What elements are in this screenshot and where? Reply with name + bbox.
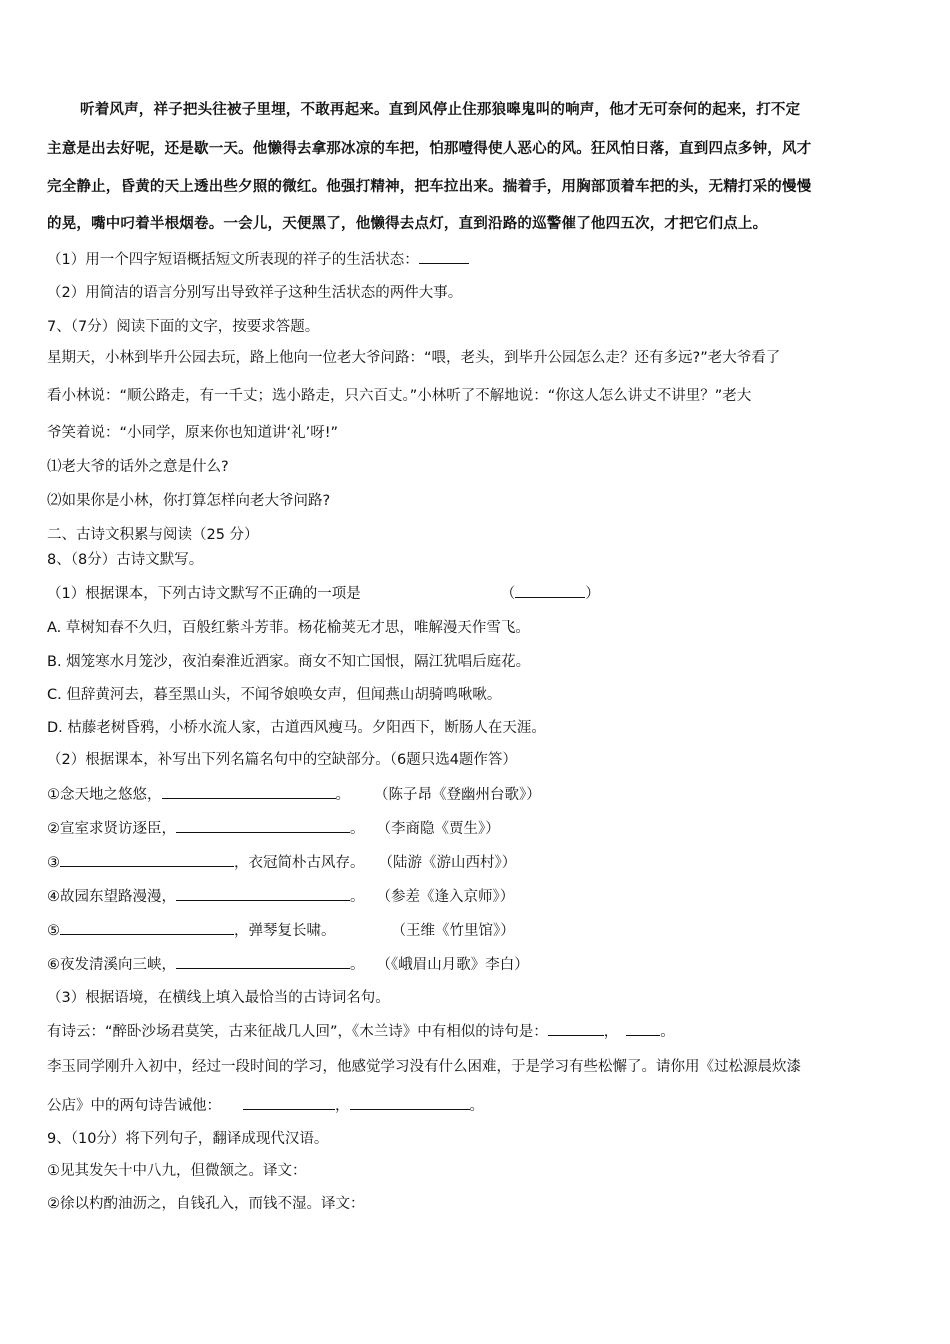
context-2-comma: ， <box>335 1098 350 1114</box>
fill-1-prefix: ①念天地之悠悠， <box>47 787 162 803</box>
answer-blank[interactable] <box>419 249 469 264</box>
q8-sub1-text: （1）根据课本，下列古诗文默写不正确的一项是 <box>47 586 361 602</box>
option-b: B. 烟笼寒水月笼沙，夜泊秦淮近酒家。商女不知亡国恨，隔江犹唱后庭花。 <box>47 654 531 670</box>
fill-line-4 <box>47 886 514 907</box>
q8-sub3: （3）根据语境，在横线上填入最恰当的古诗词名句。 <box>47 990 390 1006</box>
fill-line-6 <box>47 954 529 975</box>
context-2-blank-b[interactable] <box>350 1095 470 1110</box>
fill-3-suffix: ，衣冠简朴古风存。 <box>234 855 365 871</box>
q7-sub2: ⑵如果你是小林，你打算怎样向老大爷问路? <box>47 493 331 509</box>
fill-2-prefix: ②宣室求贤访逐臣， <box>47 821 176 837</box>
fill-1-source: （陈子昂《登幽州台歌》） <box>374 787 541 803</box>
context-1-end: 。 <box>660 1024 675 1040</box>
paren-close: ） <box>585 586 600 602</box>
fill-2-blank[interactable] <box>176 818 350 833</box>
passage-line-1: 听着风声，祥子把头往被子里埋，不敢再起来。直到风停止住那狼嗥鬼叫的响声，他才无可奈何的起来，打不定 <box>80 101 801 118</box>
fill-4-suffix: 。 <box>350 889 365 905</box>
q9-title: 9、（10分）将下列句子，翻译成现代汉语。 <box>47 1131 329 1147</box>
context-2-line-1: 李玉同学刚升入初中，经过一段时间的学习，他感觉学习没有什么困难，于是学习有些松懈了。请你用《过松源晨炊漆 <box>47 1059 801 1075</box>
q6-sub1 <box>47 249 469 270</box>
fill-5-source: （王维《竹里馆》） <box>391 923 515 939</box>
context-1-comma: ， <box>603 1024 619 1040</box>
fill-6-blank[interactable] <box>176 954 350 969</box>
fill-line-1 <box>47 784 541 805</box>
q9-sentence-1: ①见其发矢十中八九，但微颔之。译文： <box>47 1163 307 1179</box>
fill-2-suffix: 。 <box>350 821 365 837</box>
context-2-blank-a[interactable] <box>243 1095 335 1110</box>
q8-sub1 <box>47 583 600 604</box>
passage-line-3: 完全静止，昏黄的天上透出些夕照的微红。他强打精神，把车拉出来。揣着手，用胸部顶着车把的头，无精打采的慢慢 <box>47 178 812 195</box>
q7-title: 7、（7分）阅读下面的文字，按要求答题。 <box>47 319 320 335</box>
fill-line-2 <box>47 818 500 839</box>
fill-3-blank[interactable] <box>60 852 234 867</box>
q6-sub1-text: （1）用一个四字短语概括短文所表现的祥子的生活状态： <box>47 252 419 268</box>
fill-5-prefix: ⑤ <box>47 923 60 939</box>
q7-text-3: 爷笑着说：“小同学，原来你也知道讲‘礼’呀!” <box>47 425 339 441</box>
fill-4-prefix: ④故园东望路漫漫， <box>47 889 176 905</box>
q6-sub2: （2）用简洁的语言分别写出导致祥子这种生活状态的两件大事。 <box>47 285 463 301</box>
fill-4-source: （参差《逢入京师》） <box>376 889 515 905</box>
context-2-text: 公店》中的两句诗告诫他： <box>47 1098 221 1114</box>
fill-1-blank[interactable] <box>162 784 336 799</box>
q7-sub1: ⑴老大爷的话外之意是什么? <box>47 459 229 475</box>
fill-3-prefix: ③ <box>47 855 60 871</box>
context-1-blank-b[interactable] <box>626 1021 660 1036</box>
fill-4-blank[interactable] <box>176 886 350 901</box>
fill-6-prefix: ⑥夜发清溪向三峡， <box>47 957 176 973</box>
paren-open: （ <box>500 586 516 602</box>
passage-line-2: 主意是出去好呢，还是歇一天。他懒得去拿那冰凉的车把，怕那噎得使人恶心的风。狂风怕日落，直到四点多钟，风才 <box>47 140 812 157</box>
choice-blank[interactable] <box>515 583 585 598</box>
fill-line-3 <box>47 852 516 873</box>
fill-line-5 <box>47 920 515 941</box>
option-a: A. 草树知春不久归，百般红紫斗芳菲。杨花榆荚无才思，唯解漫天作雪飞。 <box>47 620 530 636</box>
context-2-line-2 <box>47 1095 484 1116</box>
option-c: C. 但辞黄河去，暮至黑山头，不闻爷娘唤女声，但闻燕山胡骑鸣啾啾。 <box>47 687 502 703</box>
fill-1-suffix: 。 <box>335 787 350 803</box>
fill-5-suffix: ，弹琴复长啸。 <box>234 923 336 939</box>
q8-sub2: （2）根据课本，补写出下列名篇名句中的空缺部分。（6题只选4题作答） <box>47 752 517 768</box>
q8-title: 8、（8分）古诗文默写。 <box>47 552 204 568</box>
fill-2-source: （李商隐《贾生》） <box>376 821 500 837</box>
section-heading: 二、古诗文积累与阅读（25 分） <box>47 527 259 543</box>
q7-text-2: 看小林说：“顺公路走，有一千丈；选小路走，只六百丈。”小林听了不解地说：“你这人怎么讲丈不讲里？”老大 <box>47 388 752 404</box>
q7-text-1: 星期天，小林到毕升公园去玩，路上他向一位老大爷问路：“喂，老头，到毕升公园怎么走？还有多远?”老大爷看了 <box>47 350 781 366</box>
context-1-text: 有诗云：“醉卧沙场君莫笑，古来征战几人回”，《木兰诗》中有相似的诗句是： <box>47 1024 548 1040</box>
fill-3-source: （陆游《游山西村》） <box>378 855 517 871</box>
context-2-end: 。 <box>469 1098 484 1114</box>
fill-6-source: （《峨眉山月歌》李白） <box>376 957 529 973</box>
context-1-blank-a[interactable] <box>548 1021 604 1036</box>
option-d: D. 枯藤老树昏鸦，小桥水流人家，古道西风瘦马。夕阳西下，断肠人在天涯。 <box>47 720 546 736</box>
context-1 <box>47 1021 675 1042</box>
fill-6-suffix: 。 <box>350 957 365 973</box>
passage-line-4: 的晃，嘴中叼着半根烟卷。一会儿，天便黑了，他懒得去点灯，直到沿路的巡警催了他四五次，才把它们点上。 <box>47 215 768 232</box>
fill-5-blank[interactable] <box>60 920 234 935</box>
q9-sentence-2: ②徐以杓酌油沥之，自钱孔入，而钱不湿。译文： <box>47 1196 365 1212</box>
